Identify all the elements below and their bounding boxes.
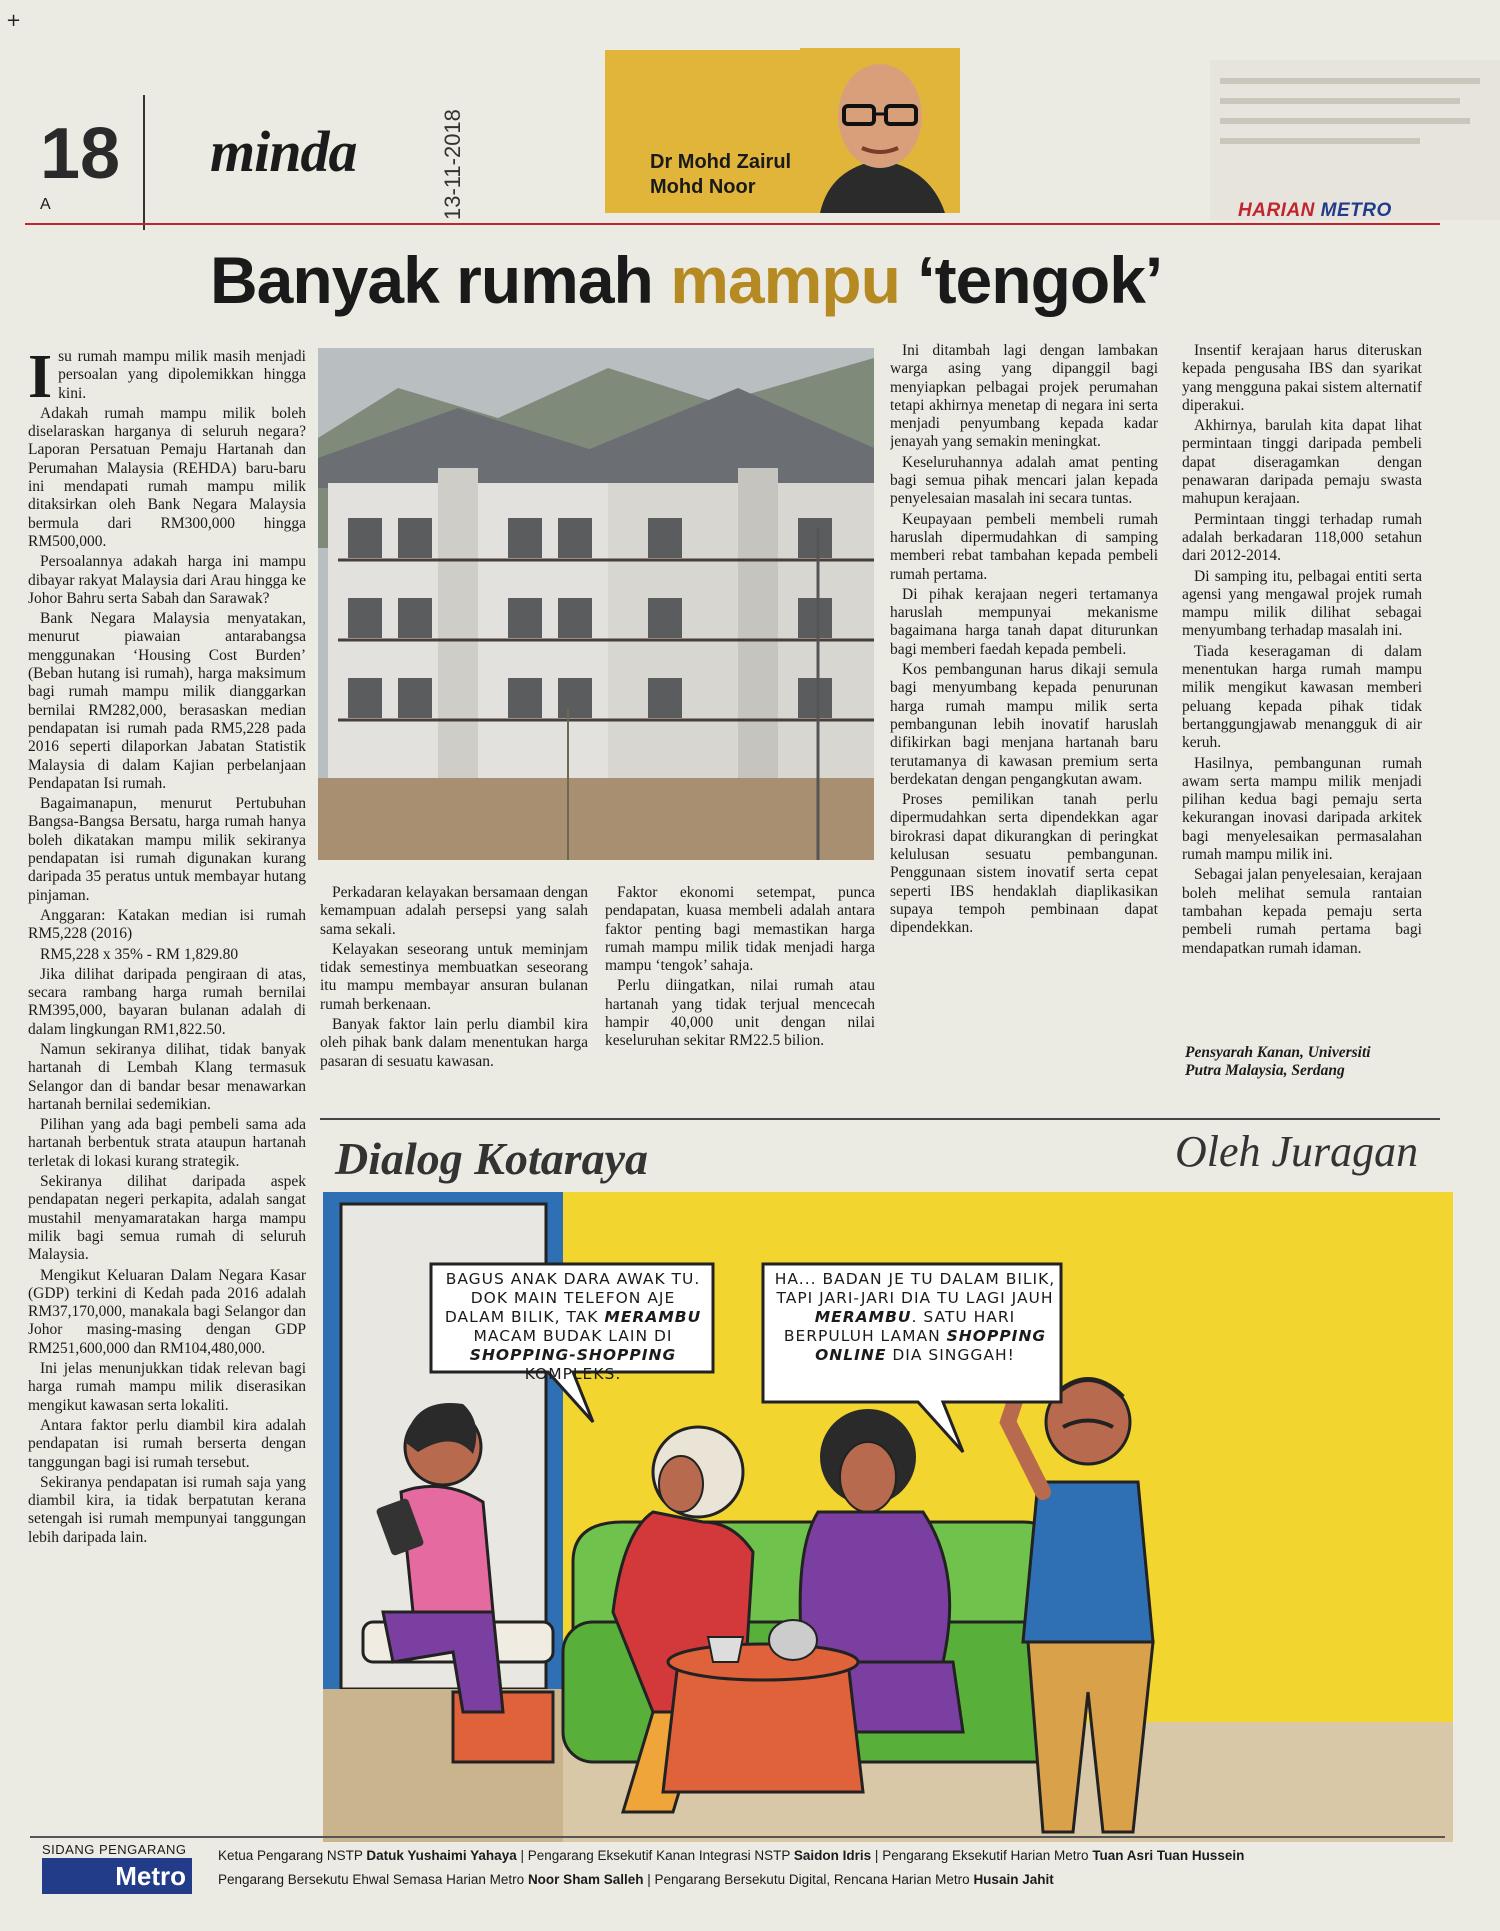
article-paragraph: Banyak faktor lain perlu diambil kira oleh pihak bank dalam menentukan harga pasaran di sesuatu kawasan. — [320, 1016, 588, 1070]
article-paragraph: Ini jelas menunjukkan tidak relevan bagi harga rumah mampu milik diserasikan mengikut kawasan serta lokaliti. — [28, 1360, 306, 1414]
author-byline — [650, 150, 791, 200]
signature-line1: Pensyarah Kanan, Universiti — [1185, 1044, 1371, 1061]
page-edition: A — [40, 196, 51, 213]
article-column-2 — [320, 884, 588, 1090]
article-paragraph: Ini ditambah lagi dengan lambakan warga asing yang dipanggil bagi menyiapkan pelbagai projek perumahan tetapi akhirnya menetap di negara ini serta menjadi penyumbang kepada kadar jenayah yang semakin meningkat. — [890, 342, 1158, 451]
headline-part1: Banyak rumah — [210, 243, 671, 317]
article-paragraph: Pilihan yang ada bagi pembeli sama ada hartanah berbentuk strata ataupun hartanah terletak di lokasi kurang strategik. — [28, 1116, 306, 1170]
article-paragraph: Insentif kerajaan harus diteruskan kepada pengusaha IBS dan syarikat yang mengguna pakai sistem alternatif diperakui. — [1182, 342, 1422, 414]
footer-logo: Metro — [42, 1858, 192, 1894]
article-paragraph: Permintaan tinggi terhadap rumah adalah berkadaran 118,000 setahun dari 2012-2014. — [1182, 510, 1422, 565]
article-paragraph: Namun sekiranya dilihat, tidak banyak hartanah di Lembah Klang termasuk Selangor dan di bandar besar menawarkan hartanah bernilai sedemikian. — [28, 1040, 306, 1113]
article-paragraph: Jika dilihat daripada pengiraan di atas, secara rambang harga rumah bernilai RM395,000, bayaran bulanan adalah di dalam lingkungan RM1,822.50. — [28, 965, 306, 1038]
footer-credits-row2: Pengarang Bersekutu Ehwal Semasa Harian Metro Noor Sham Salleh | Pengarang Bersekutu Digital, Rencana Harian Metro Husain Jahit — [218, 1872, 1054, 1887]
article-paragraph: Akhirnya, barulah kita dapat lihat permintaan tinggi daripada pembeli dapat diseragamkan dengan penawaran daripada pemaju swasta mahupun kerajaan. — [1182, 417, 1422, 508]
article-column-1 — [28, 348, 306, 1790]
article-paragraph: Proses pemilikan tanah perlu dipermudahkan serta dipendekkan agar birokrasi dapat dikurangkan di peringkat kelulusan sesuatu pembangunan. Penggunaan sistem inovatif serta cepat seperti IBS hendaklah diaplikasikan supaya tempoh pembinaan dapat dipendekkan. — [890, 791, 1158, 937]
article-paragraph: Sekiranya dilihat daripada aspek pendapatan negeri perkapita, adalah sangat mustahil menyamaratakan harga mampu milik bagi semua rumah di seluruh Malaysia. — [28, 1173, 306, 1264]
article-paragraph: Bagaimanapun, menurut Pertubuhan Bangsa-Bangsa Bersatu, harga rumah hanya boleh dikatakan mampu milik sekiranya pendapatan isi rumah digunakan kurang daripada 35 peratus untuk membayar hutang pinjaman. — [28, 795, 306, 904]
cartoon-author: Oleh Juragan — [1175, 1127, 1419, 1176]
article-paragraph: Mengikut Keluaran Dalam Negara Kasar (GDP) terkini di Kedah pada 2016 adalah RM37,170,000, manakala bagi Selangor dan Johor masing-masing dengan GDP RM251,600,000 dan RM104,480,000. — [28, 1266, 306, 1357]
article-paragraph: Kelayakan seseorang untuk meminjam tidak semestinya membuatkan seseorang itu mampu membayar ansuran bulanan rumah berkenaan. — [320, 940, 588, 1013]
article-paragraph: Persoalannya adakah harga ini mampu dibayar rakyat Malaysia dari Arau hingga ke Johor Bahru serta Sabah dan Sarawak? — [28, 553, 306, 607]
footer-credits-row1: Ketua Pengarang NSTP Datuk Yushaimi Yahaya | Pengarang Eksekutif Kanan Integrasi NSTP Saidon Idris | Pengarang Eksekutif Harian Metro Tuan Asri Tuan Hussein — [218, 1848, 1245, 1863]
article-paragraph: Hasilnya, pembangunan rumah awam serta mampu milik menjadi pilihan kedua bagi pemaju serta kekurangan inovasi daripada arkitek bagi menyelesaikan permasalahan rumah mampu milik ini. — [1182, 754, 1422, 864]
drop-cap: I — [28, 348, 53, 411]
cartoon-title: Dialog Kotaraya — [335, 1133, 649, 1184]
adjacent-page-bleed — [1210, 60, 1500, 220]
masthead-divider — [143, 95, 145, 230]
page-number: 18 — [40, 114, 121, 194]
article-paragraph: RM5,228 x 35% - RM 1,829.80 — [40, 945, 239, 963]
author-signature — [1185, 1044, 1425, 1081]
article-paragraph: Adakah rumah mampu milik boleh diselaraskan harganya di seluruh negara? Laporan Persatuan Pemaju Hartanah dan Perumahan Malaysia (REHDA) baru-baru ini mendapati rumah mampu milik ditaksirkan oleh Bank Negara Malaysia bermula dari RM300,000 hingga RM500,000. — [28, 404, 306, 550]
author-portrait — [800, 48, 960, 213]
brand-logo — [1238, 200, 1392, 222]
article-paragraph: Perkadaran kelayakan bersamaan dengan kemampuan adalah persepsi yang salah sama sekali. — [320, 884, 588, 938]
article-paragraph: Sebagai jalan penyelesaian, kerajaan boleh melihat semula rantaian tambahan kepada pemaju serta pembeli rumah pertama bagi mendapatkan rumah idaman. — [1182, 866, 1422, 957]
header-rule — [25, 223, 1440, 225]
signature-line2: Putra Malaysia, Serdang — [1185, 1062, 1345, 1080]
brand-logo-part2: METRO — [1320, 200, 1392, 221]
article-paragraph: Keseluruhannya adalah amat penting bagi semua pihak mencari jalan kepada penyelesaian masalah ini secara tuntas. — [890, 453, 1158, 508]
footer-rule — [30, 1836, 1445, 1838]
article-paragraph: Perlu diingatkan, nilai rumah atau hartanah yang tidak terjual mencecah hampir 40,000 unit dengan nilai keseluruhan sekitar RM22.5 bilion. — [605, 977, 875, 1050]
speech-bubble-right: HA... BADAN JE TU DALAM BILIK, TAPI JARI-JARI DIA TU LAGI JAUH MERAMBU. SATU HARI BERPULUH LAMAN SHOPPING ONLINE DIA SINGGAH! — [774, 1270, 1056, 1364]
article-paragraph: Di pihak kerajaan negeri tertamanya haruslah mempunyai mekanisme bagaimana harga tanah dapat diturunkan bagi memberi faedah kepada pembeli. — [890, 585, 1158, 658]
headline — [210, 242, 1162, 318]
article-paragraph: Anggaran: Katakan median isi rumah RM5,228 (2016) — [28, 906, 306, 943]
article-paragraph: Faktor ekonomi setempat, punca pendapatan, kuasa membeli adalah antara faktor penting bagi memastikan harga rumah mampu milik tidak menjadi harga mampu ‘tengok’ sahaja. — [605, 884, 875, 975]
speech-bubble-left: BAGUS ANAK DARA AWAK TU. DOK MAIN TELEFON AJE DALAM BILIK, TAK MERAMBU MACAM BUDAK LAIN DI SHOPPING-SHOPPING KOMPLEKS. — [444, 1270, 702, 1383]
section-title: minda — [210, 119, 357, 184]
article-paragraph: Sekiranya pendapatan isi rumah saja yang diambil kira, ia tidak berpatutan kerana setengah isi rumah mempunyai tanggungan lebih daripada lain. — [28, 1473, 306, 1546]
article-paragraph: Antara faktor perlu diambil kira adalah pendapatan isi rumah berserta dengan tanggungan bagi isi rumah tersebut. — [28, 1416, 306, 1471]
cartoon-rule — [320, 1118, 1440, 1120]
article-paragraph: Tiada keseragaman di dalam menentukan harga rumah mampu milik mengikut kawasan memberi peluang kepada pihak tidak bertanggungjawab menangguk di air keruh. — [1182, 642, 1422, 752]
author-name-line2: Mohd Noor — [650, 176, 756, 198]
crop-mark-icon: + — [6, 10, 22, 31]
article-photo — [318, 348, 874, 860]
article-paragraph: Isu rumah mampu milik masih menjadi persoalan yang dipolemikkan hingga kini. — [28, 348, 306, 411]
headline-highlight: mampu — [670, 243, 900, 317]
footer-label: SIDANG PENGARANG — [42, 1842, 187, 1857]
article-paragraph: Kos pembangunan harus dikaji semula bagi menyumbang kepada penurunan harga rumah mampu milik serta pembangunan lebih inovatif haruslah difikirkan bagi menjana hartanah baru terutamanya di kawasan premium serta berdekatan dengan pengangkutan awam. — [890, 661, 1158, 788]
headline-part3: ‘tengok’ — [899, 243, 1163, 317]
article-column-3 — [605, 884, 875, 1090]
article-paragraph: Bank Negara Malaysia menyatakan, menurut piawaian antarabangsa menggunakan ‘Housing Cost Burden’ (Beban hutang isi rumah), harga maksimum bagi rumah mampu milik dianggarkan bernilai RM282,000, berasaskan median pendapatan isi rumah pada RM5,228 pada 2016 seperti dilaporkan Jabatan Statistik Malaysia di dalam Kajian perbelanjaan Pendapatan Isi rumah. — [28, 610, 306, 792]
brand-logo-part1: HARIAN — [1238, 200, 1315, 221]
article-paragraph: Di samping itu, pelbagai entiti serta agensi yang mengawal projek rumah mampu milik dilihat sebagai menyumbang terhadap masalah ini. — [1182, 567, 1422, 640]
issue-date: 13-11-2018 — [440, 109, 465, 220]
article-paragraph: Keupayaan pembeli membeli rumah haruslah dipermudahkan di samping memberi rebat tambahan kepada pembeli rumah pertama. — [890, 510, 1158, 583]
article-column-5 — [1182, 342, 1422, 1042]
author-name-line1: Dr Mohd Zairul — [650, 151, 792, 173]
article-column-4 — [890, 342, 1158, 1090]
